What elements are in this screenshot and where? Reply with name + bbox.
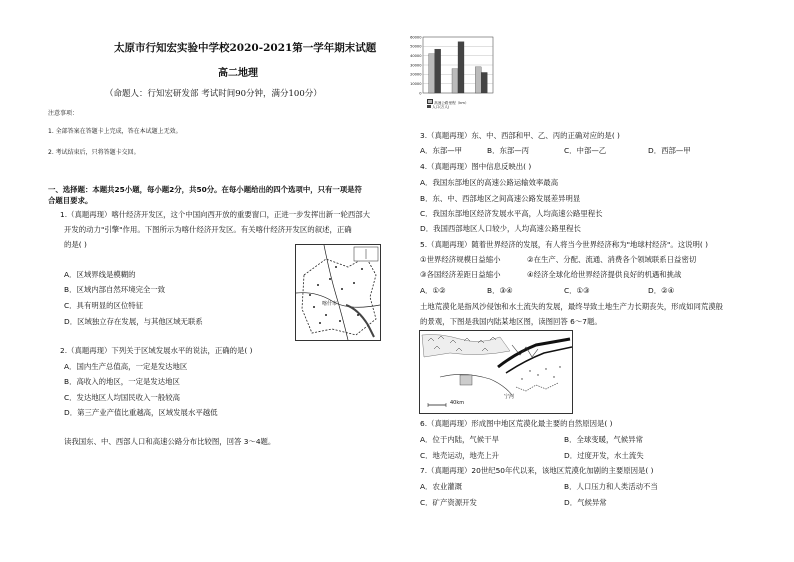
y-tick-label: 50000 bbox=[410, 44, 422, 49]
q5-item: ①世界经济规模日益缩小 bbox=[420, 255, 501, 264]
q3-stem: 3.（真题再现）东、中、西部和甲、乙、丙的正确对应的是( ) bbox=[420, 131, 620, 140]
y-tick-label: 30000 bbox=[410, 63, 422, 68]
q7-option-a: A．农业灌溉 bbox=[420, 482, 463, 491]
reading-instruction: 读我国东、中、西部人口和高速公路分布比较图，回答 3～4题。 bbox=[64, 437, 276, 446]
section-intro: 一、选择题：本题共25小题，每小题2分，共50分。在每小题给出的四个选项中，只有一项是符 bbox=[48, 185, 362, 194]
q4-option-c: C．我国东部地区经济发展水平高，人均高速公路里程长 bbox=[420, 209, 603, 218]
bar bbox=[475, 67, 481, 93]
bar bbox=[452, 69, 458, 93]
y-tick-label: 20000 bbox=[410, 72, 422, 77]
q6-option-d: D．过度开发，水土流失 bbox=[564, 451, 644, 460]
q1-option-d: D．区域独立存在发展，与其他区域无联系 bbox=[64, 317, 203, 326]
q1-stem: 的是( ) bbox=[64, 240, 87, 249]
q4-stem: 4.（真题再现）图中信息反映出( ) bbox=[420, 162, 532, 171]
notes-item: 2. 考试结束后，只将答题卡交回。 bbox=[48, 149, 140, 156]
legend-swatch bbox=[427, 105, 431, 108]
y-tick-label: 40000 bbox=[410, 53, 422, 58]
q2-stem: 2.（真题再现）下列关于区域发展水平的说法，正确的是( ) bbox=[60, 346, 253, 355]
q3-option-c: C．中部—乙 bbox=[564, 146, 607, 155]
passage: 土地荒漠化是指风沙侵蚀和水土流失的发展，最终导致土地生产力长期丧失，形成如同荒漠般 bbox=[420, 302, 724, 311]
q4-option-a: A．我国东部地区的高速公路运输效率最高 bbox=[420, 178, 559, 187]
map-scale: 40km bbox=[450, 400, 465, 406]
q5-item: ④经济全球化给世界经济提供良好的机遇和挑战 bbox=[527, 270, 682, 279]
legend-item bbox=[427, 105, 449, 110]
q6-stem: 6.（真题再现）形成图中地区荒漠化最主要的自然原因是( ) bbox=[420, 419, 613, 428]
q5-item: ②在生产、分配、流通、消费各个领域联系日益密切 bbox=[527, 255, 697, 264]
q3-option-b: B．东部—丙 bbox=[487, 146, 530, 155]
passage: 的景观，下图是我国内陆某地区图，读图回答 6～7题。 bbox=[420, 317, 602, 326]
map-place-label: 宁河 bbox=[504, 394, 515, 400]
desertification-map bbox=[419, 330, 573, 414]
q6-option-a: A．位于内陆，气候干旱 bbox=[420, 435, 499, 444]
bar bbox=[429, 54, 435, 93]
q1-option-c: C．具有明显的区位特征 bbox=[64, 301, 144, 310]
q5-option-d: D．②④ bbox=[648, 286, 675, 295]
legend-label: 人口(万人) bbox=[432, 105, 450, 109]
q7-option-c: C．矿产资源开发 bbox=[420, 498, 477, 507]
q2-option-a: A．国内生产总值高，一定是发达地区 bbox=[64, 362, 188, 371]
y-tick-label: 60000 bbox=[410, 35, 422, 40]
kashgar-map bbox=[295, 244, 381, 341]
exam-meta: （命题人：行知宏研发部 考试时间90分钟，满分100分） bbox=[105, 89, 322, 99]
q4-option-d: D．我国西部地区人口较少，人均高速公路里程长 bbox=[420, 224, 581, 233]
q6-option-b: B．全球变暖，气候异常 bbox=[564, 435, 643, 444]
q2-option-b: B．高收入的地区，一定是发达地区 bbox=[64, 377, 180, 386]
bar bbox=[458, 42, 464, 93]
y-tick-label: 10000 bbox=[410, 81, 422, 86]
q5-option-b: B．③④ bbox=[487, 286, 513, 295]
page-subtitle: 高二地理 bbox=[218, 68, 258, 79]
q7-stem: 7.（真题再现）20世纪50年代以来，该地区荒漠化加剧的主要原因是( ) bbox=[420, 466, 654, 475]
q4-option-b: B．东、中、西部地区之间高速公路发展差异明显 bbox=[420, 194, 581, 203]
bar bbox=[435, 49, 441, 93]
q5-item: ③各国经济差距日益缩小 bbox=[420, 270, 501, 279]
y-tick-label: 0 bbox=[419, 91, 422, 96]
q1-stem: 开发的动力"引擎"作用。下图所示为喀什经济开发区。有关喀什经济开发区的叙述，正确 bbox=[64, 225, 352, 234]
q6-option-c: C．地壳运动，地壳上升 bbox=[420, 451, 500, 460]
legend-swatch bbox=[427, 99, 433, 104]
q1-option-b: B．区域内部自然环境完全一致 bbox=[64, 285, 166, 294]
bar-chart bbox=[405, 33, 497, 119]
q3-option-a: A．东部—甲 bbox=[420, 146, 463, 155]
q3-option-d: D．西部—甲 bbox=[648, 146, 691, 155]
notes-heading: 注意事项： bbox=[48, 110, 79, 117]
q5-option-c: C．①③ bbox=[564, 286, 590, 295]
q5-stem: 5.（真题再现）随着世界经济的发展，有人将当今世界经济称为"地球村经济"。这说明( ) bbox=[420, 240, 709, 249]
q2-option-c: C．发达地区人均国民收入一般较高 bbox=[64, 393, 181, 402]
q2-option-d: D．第三产业产值比重越高，区域发展水平越低 bbox=[64, 408, 218, 417]
page-title: 太原市行知宏实验中学校2020-2021第一学年期末试题 bbox=[114, 42, 377, 54]
q7-option-b: B．人口压力和人类活动不当 bbox=[564, 482, 658, 491]
map-city-label: 喀什市 bbox=[322, 301, 338, 307]
q1-stem: 1.（真题再现）喀什经济开发区，这个中国向西开放的重要窗口，正进一步发挥出新一轮西部大 bbox=[60, 210, 371, 219]
q1-option-a: A．区域界线是模糊的 bbox=[64, 270, 136, 279]
q5-option-a: A．①② bbox=[420, 286, 446, 295]
section-intro: 合题目要求。 bbox=[48, 196, 93, 205]
bar bbox=[481, 72, 487, 93]
q7-option-d: D．气候异常 bbox=[564, 498, 607, 507]
notes-item: 1. 全部答案在答题卡上完成，答在本试题上无效。 bbox=[48, 128, 182, 135]
legend-label: 高速公路里程（km） bbox=[434, 101, 469, 105]
